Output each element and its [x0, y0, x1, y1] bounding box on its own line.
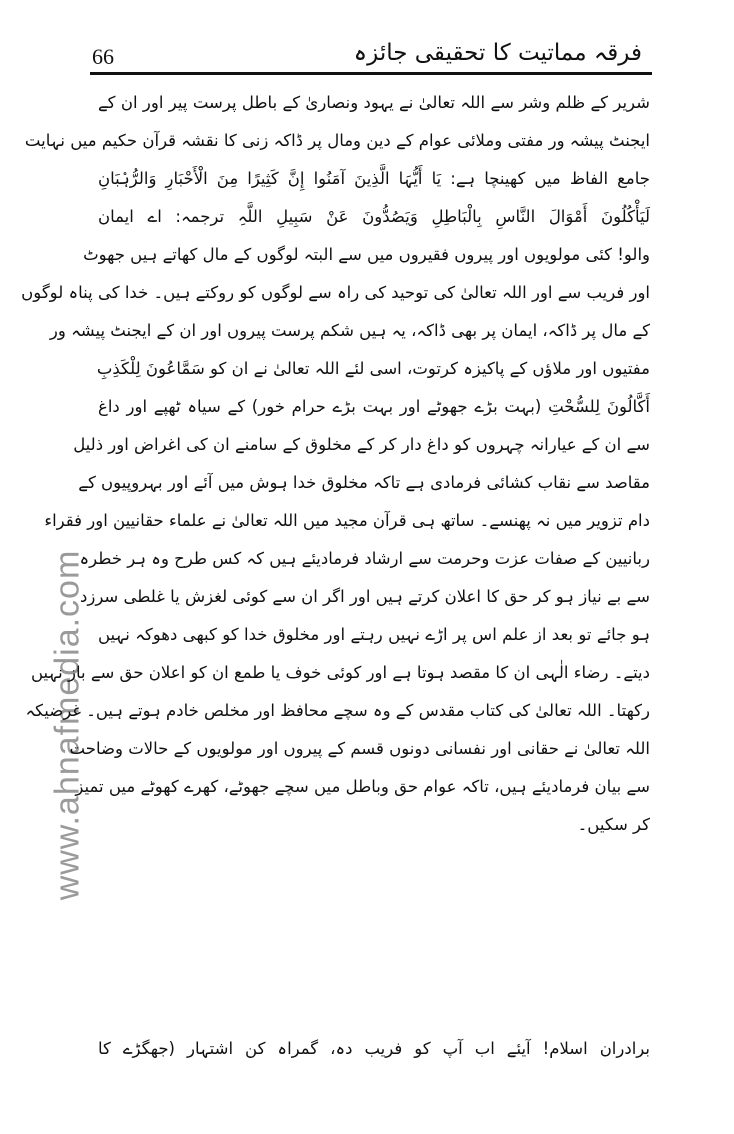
body-line: اللہ تعالیٰ نے حقانی اور نفسانی دونوں قسم کے پیروں اور مولویوں کے حالات وضاحت: [69, 739, 650, 758]
body-line: دیتے۔ رضاء الٰہی ان کا مقصد ہوتا ہے اور کوئی خوف یا طمع ان کو اعلان حق سے باز نہیں: [30, 663, 650, 682]
body-line: لَیَأْکُلُونَ أَمْوَالَ النَّاسِ بِالْبَاطِلِ وَیَصُدُّونَ عَنْ سَبِیلِ اللَّہِ ترجمہ: اے ایمان: [98, 207, 650, 226]
body-line: دام تزویر میں نہ پھنسے۔ ساتھ ہی قرآن مجید میں اللہ تعالیٰ نے علماء حقانیین اور فقراء: [44, 511, 650, 530]
body-line: سے بے نیاز ہو کر حق کا اعلان کرتے ہیں اور اگر ان سے کوئی لغزش یا غلطی سرزد: [80, 587, 650, 606]
body-line: شریر کے ظلم وشر سے اللہ تعالیٰ نے یہود ونصاریٰ کے باطل پرست پیر اور ان کے: [98, 93, 650, 112]
running-title: فرقہ مماتیت کا تحقیقی جائزہ: [353, 40, 642, 66]
body-line: اور فریب سے اور اللہ تعالیٰ کی توحید کی راہ سے لوگوں کو روکتے ہیں۔ خدا کی پناہ لوگوں: [21, 283, 650, 302]
body-line: رکھتا۔ اللہ تعالیٰ کی کتاب مقدس کے وہ سچے محافظ اور مخلص خادم ہوتے ہیں۔ غرضیکہ: [25, 701, 650, 720]
body-line: سے ان کے عیارانہ چہروں کو داغ دار کر کے مخلوق کے سامنے ان کی اغراض اور ذلیل: [73, 435, 650, 454]
body-line: ایجنٹ پیشہ ور مفتی وملائی عوام کے دین ومال پر ڈاکہ زنی کا نقشہ قرآن حکیم میں نہایت: [24, 131, 650, 150]
watermark: www.ahnafmedia.com: [48, 549, 87, 901]
body-line: جامع الفاظ میں کھینچا ہے: یَا أَیُّہَا الَّذِینَ آمَنُوا إِنَّ کَثِیرًا مِنَ الْأَحْبَارِ وَالرُّہْبَانِ: [98, 169, 650, 188]
body-line: سے بیان فرمادیئے ہیں، تاکہ عوام حق وباطل میں سچے جھوٹے، کھرے کھوٹے میں تمیز: [75, 777, 650, 796]
header-rule: [90, 72, 652, 75]
body-line: مفتیوں اور ملاؤں کے پاکیزہ کرتوت، اسی لئے اللہ تعالیٰ نے ان کو سَمَّاعُونَ لِلْکَذِبِ: [96, 359, 650, 378]
body-line: ہو جائے تو بعد از علم اس پر اڑے نہیں رہتے اور مخلوق خدا کو کبھی دھوکہ نہیں: [98, 625, 650, 644]
body-line: أَکَّالُونَ لِلسُّحْتِ (بہت بڑے جھوٹے اور بہت بڑے حرام خور) کے سیاہ ٹھپے اور داغ: [98, 397, 650, 416]
body-line: کر سکیں۔: [577, 815, 650, 834]
body-line: کے مال پر ڈاکہ، ایمان پر بھی ڈاکہ، یہ ہیں شکم پرست پیروں اور ان کے ایجنٹ پیشہ ور: [49, 321, 650, 340]
body-line: مقاصد سے نقاب کشائی فرمادی ہے تاکہ مخلوق خدا ہوش میں آئے اور بہروپیوں کے: [78, 473, 650, 492]
final-line: برادران اسلام! آیئے اب آپ کو فریب دہ، گمراہ کن اشتہار (جھگڑے کا: [98, 1039, 650, 1058]
page-number: 66: [92, 44, 114, 69]
body-line: والو! کئی مولویوں اور پیروں فقیروں میں سے البتہ لوگوں کے مال کھاتے ہیں جھوٹ: [83, 245, 650, 264]
body-line: ربانیین کے صفات عزت وحرمت سے ارشاد فرمادیئے ہیں کہ کس طرح وہ ہر خطرہ: [79, 549, 650, 568]
